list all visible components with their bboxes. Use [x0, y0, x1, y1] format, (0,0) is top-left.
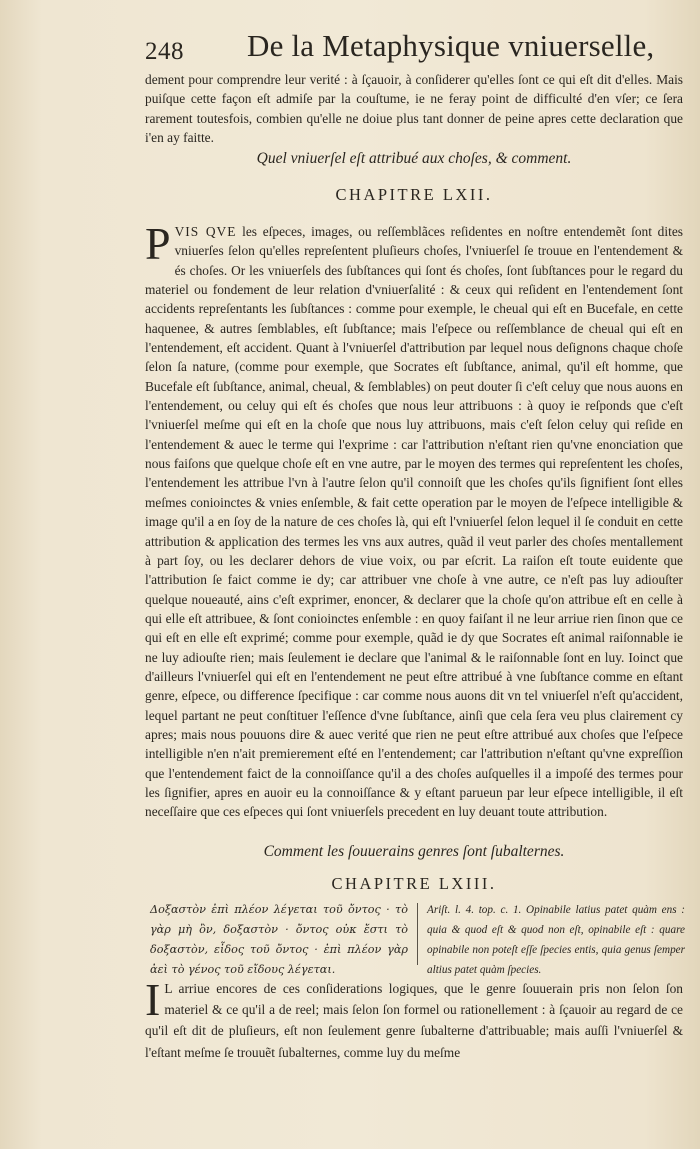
- chapter-62-paragraph: [145, 218, 683, 822]
- chapter-63-paragraph: [145, 974, 683, 1063]
- chapter-63-body: L arriue encores de ces conſiderations logiques, que le genre ſouuerain pris non ſelon ſon materiel & ce qu'il a de reel; mais ſelon ſon formel ou rationellement : à ſçauoir au regard de ce qu'il eſt dit de pluſieurs, eſt non ſeulement genre ſubalterne d'attribuable; mais auſſi l'vniuerſel & l'eſtant meſme ſe trouuẽt ſubalternes, comme luy du meſme: [145, 981, 683, 1060]
- section-63-heading: Comment les ſouuerains genres ſont ſubalternes.: [263, 843, 565, 860]
- chapter-63-title: CHAPITRE LXIII.: [331, 874, 497, 893]
- opening-small-caps: VIS QVE: [174, 224, 237, 239]
- intro-paragraph: dement pour comprendre leur verité : à ſçauoir, à conſiderer qu'elles ſont ce qui eſt dit d'elles. Mais puiſque cette façon eſt admiſe par la couſtume, ie ne feray point de difficulté d'en vſer; ce ſera rarement toutesfois, combien qu'elle ne doiue plus tant donner de peine apres cette declaration que i'en ay faitte.: [145, 72, 683, 146]
- drop-cap-p: P: [145, 218, 171, 269]
- latin-citation: Ariſt. l. 4. top. c. 1. Opinabile latius patet quàm ens : quia & quod eſt & quod non eſt, opinabile eſt : quare opinabile non poteſt eſſe ſpecies entis, quia genus ſemper altius patet quàm ſpecies.: [427, 904, 685, 976]
- drop-cap-i: I: [145, 974, 161, 1025]
- chapter-62-body: les eſpeces, images, ou reſſemblãces reſidentes en noſtre entendemẽt ſont dites vniuerſes ſelon qu'elles repreſentent pluſieurs choſes, l'vniuerſel ſe trouue en l'entendement & és choſes. Or les vniuerſels des ſubſtances qui ſont és choſes, ſont ſubſtances pour le regard du materiel ou fondement de leur relation d'vniuerſalité : & ceux qui reſident en l'entendement ſont accidents repreſentants les ſubſtances : comme pour exemple, le cheual qui eſt en Bucefale, en cette haquenee, & autres ſemblables, eſt ſubſtance; mais l'eſpece ou reſſemblance de cheual qui eſt en l'entendement, eſt accident. Quant à l'vniuerſel d'attribution par lequel nous deſignons chaque choſe ſelon ſa nature, (comme pour exemple, que Socrates eſt ſubſtance, animal, qu'il eſt homme, que Bucefale eſt ſubſtance, animal, cheual, & ſemblables) on peut douter ſi c'eſt celuy que nous auons en l'entendement, ou celuy qui eſt és choſes que nous leur attribuons : à quoy ie reſponds que c'eſt l'vniuerſel meſme qui eſt en la choſe que nous luy attribuons, mais c'eſt ſelon celuy qui reſide en l'entendement & auec le terme qui l'exprime : car l'attribution n'eſtant rien qu'vne enonciation que nous faiſons que quelque choſe eſt en vne autre, par le moyen des termes qui repreſentent les choſes, l'entendement les attribue l'vn à l'autre ſelon qu'il connoiſt que les choſes qu'ils ſignifient ſont elles meſmes conioinctes & vnies enſemble, & fait cette operation par le moyen de l'eſpece intelligible & image qu'il a en ſoy de la nature de ces choſes là, qui eſt l'vniuerſel ſelon lequel il ſe conduit en cette attribution & application des termes les vns aux autres, quãd il veut parler des choſes mentallement à part ſoy, ou les declarer dehors de viue voix, ou par eſcrit. La raiſon eſt toute euidente que l'attribution ſe faict comme ie dy; car attribuer vne choſe à vne autre, ce n'eſt pas luy adiouſter quelque noueauté, ains c'eſt exprimer, enoncer, & declarer que la choſe qu'on attribue eſt en celle à qui elle eſt attribuee, & ſont conioinctes enſemble : en quoy faiſant il ne leur arriue rien ſinon que ce qui eſt en elle eſt exprimé; comme pour exemple, quãd ie dy que Socrates eſt animal raiſonnable ie ne luy adiouſte rien; mais ſeulement ie declare que l'animal & le raiſonnable ſont en luy. Ioinct que d'ailleurs l'vniuerſel qui eſt en l'entendement ne peut eſtre attribué à vne ſubſtance comme en eſtant genre, eſpece, ou difference ſpecifique : car comme nous auons dit vn tel vniuerſel n'eſt qu'accident, lequel partant ne peut conſtituer l'eſſence d'vne ſubſtance, ainſi que cela ſera veu plus clairement cy apres; mais nous pouuons dire & auec verité que rien ne peut eſtre attribué aux choſes que l'eſpece intelligible n'en n'ait premierement eſté en l'entendement; car l'attribution n'eſtant qu'vne expreſſion que l'entendement faict de la connoiſſance qu'il a des choſes auſquelles il a impoſé des termes pour les ſignifier, apres en auoir eu la connoiſſance & y eſtant parueun par leur eſpece intelligible, il eſt neceſſaire que ces eſpeces qui ſont vniuerſels precedent en luy deuant toute attribution.: [145, 224, 683, 820]
- section-62-heading: Quel vniuerſel eſt attribué aux choſes, & comment.: [256, 150, 572, 167]
- chapter-62-title: CHAPITRE LXII.: [335, 185, 493, 204]
- running-head: [145, 28, 685, 68]
- page-number: 248: [145, 38, 184, 65]
- greek-quotation: Δοξαστὸν ἐπὶ πλέον λέγεται τοῦ ὄντος · τὸ γὰρ μὴ ὂν, δοξαστὸν · ὄντος οὐκ ἔστι τὸ δοξαστὸν, εἶδος τοῦ ὄντος · ἐπὶ πλέον γὰρ ἀεὶ τὸ γένος τοῦ εἴδους λέγεται.: [150, 903, 408, 976]
- column-divider: [417, 903, 418, 965]
- running-head-title: De la Metaphysique vniuerselle,: [247, 28, 655, 63]
